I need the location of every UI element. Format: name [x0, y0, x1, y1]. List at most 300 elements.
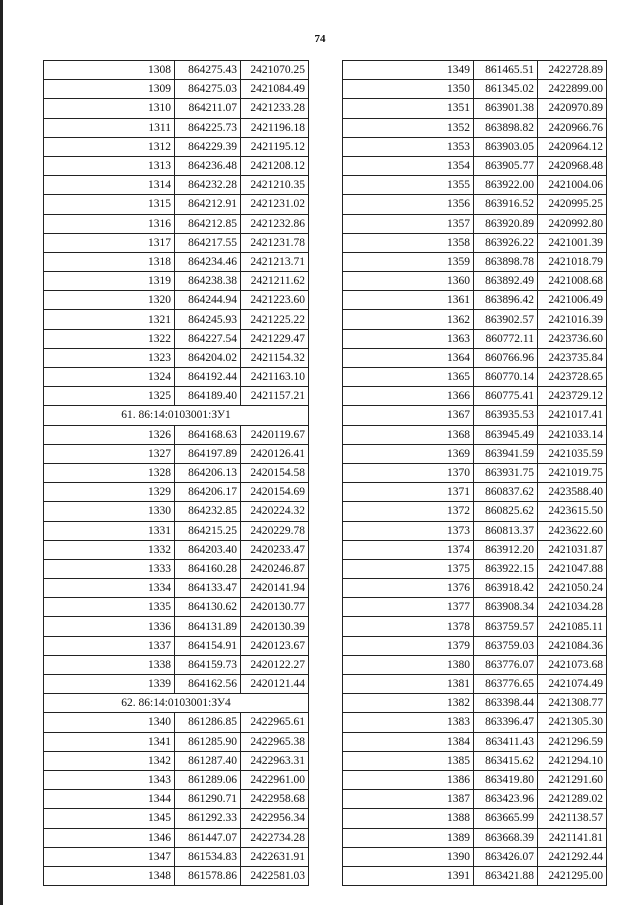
y-coordinate-cell: 2421229.47 — [241, 329, 309, 348]
y-coordinate-cell: 2420123.67 — [241, 636, 309, 655]
point-number-cell: 1337 — [44, 636, 175, 655]
x-coordinate-cell: 864154.91 — [175, 636, 241, 655]
x-coordinate-cell: 864275.43 — [175, 61, 241, 80]
point-number-cell: 1345 — [44, 809, 175, 828]
table-row — [44, 713, 309, 732]
table-row — [44, 866, 309, 885]
x-coordinate-cell: 861289.06 — [175, 770, 241, 789]
point-number-cell: 1388 — [343, 809, 474, 828]
y-coordinate-cell: 2421033.14 — [538, 425, 607, 444]
point-number-cell: 1373 — [343, 521, 474, 540]
x-coordinate-cell: 864225.73 — [175, 118, 241, 137]
x-coordinate-cell: 864234.46 — [175, 252, 241, 271]
table-row — [44, 636, 309, 655]
table-row — [44, 272, 309, 291]
table-row — [343, 348, 607, 367]
point-number-cell: 1346 — [44, 828, 175, 847]
point-number-cell: 1330 — [44, 502, 175, 521]
x-coordinate-cell: 863415.62 — [474, 751, 538, 770]
table-row — [44, 99, 309, 118]
table-row — [343, 483, 607, 502]
x-coordinate-cell: 863922.00 — [474, 176, 538, 195]
point-number-cell: 1343 — [44, 770, 175, 789]
table-row — [343, 809, 607, 828]
y-coordinate-cell: 2423615.50 — [538, 502, 607, 521]
table-row — [44, 483, 309, 502]
point-number-cell: 1335 — [44, 598, 175, 617]
table-row — [44, 80, 309, 99]
point-number-cell: 1369 — [343, 444, 474, 463]
y-coordinate-cell: 2421034.28 — [538, 598, 607, 617]
table-row — [44, 751, 309, 770]
table-row — [44, 425, 309, 444]
point-number-cell: 1316 — [44, 214, 175, 233]
x-coordinate-cell: 861286.85 — [175, 713, 241, 732]
x-coordinate-cell: 861292.33 — [175, 809, 241, 828]
x-coordinate-cell: 863935.53 — [474, 406, 538, 425]
table-row — [44, 521, 309, 540]
point-number-cell: 1308 — [44, 61, 175, 80]
x-coordinate-cell: 863776.65 — [474, 675, 538, 694]
y-coordinate-cell: 2421019.75 — [538, 463, 607, 482]
table-row — [44, 137, 309, 156]
coordinates-table-right — [342, 60, 607, 886]
y-coordinate-cell: 2422728.89 — [538, 61, 607, 80]
point-number-cell: 1331 — [44, 521, 175, 540]
x-coordinate-cell: 861345.02 — [474, 80, 538, 99]
y-coordinate-cell: 2421084.49 — [241, 80, 309, 99]
table-row — [343, 463, 607, 482]
y-coordinate-cell: 2421308.77 — [538, 694, 607, 713]
table-row — [343, 176, 607, 195]
section-label: 62. 86:14:0103001:ЗУ4 — [44, 694, 309, 713]
point-number-cell: 1380 — [343, 655, 474, 674]
y-coordinate-cell: 2421295.00 — [538, 866, 607, 885]
y-coordinate-cell: 2421196.18 — [241, 118, 309, 137]
y-coordinate-cell: 2421195.12 — [241, 137, 309, 156]
y-coordinate-cell: 2420126.41 — [241, 444, 309, 463]
x-coordinate-cell: 864238.38 — [175, 272, 241, 291]
y-coordinate-cell: 2420154.58 — [241, 463, 309, 482]
table-row — [44, 675, 309, 694]
table-row — [44, 329, 309, 348]
y-coordinate-cell: 2423736.60 — [538, 329, 607, 348]
point-number-cell: 1370 — [343, 463, 474, 482]
point-number-cell: 1386 — [343, 770, 474, 789]
point-number-cell: 1340 — [44, 713, 175, 732]
y-coordinate-cell: 2421208.12 — [241, 156, 309, 175]
y-coordinate-cell: 2420246.87 — [241, 559, 309, 578]
y-coordinate-cell: 2421211.62 — [241, 272, 309, 291]
table-row — [44, 233, 309, 252]
x-coordinate-cell: 864227.54 — [175, 329, 241, 348]
table-row — [343, 675, 607, 694]
page-number: 74 — [314, 33, 326, 45]
x-coordinate-cell: 863902.57 — [474, 310, 538, 329]
y-coordinate-cell: 2420224.32 — [241, 502, 309, 521]
table-row — [44, 828, 309, 847]
x-coordinate-cell: 864245.93 — [175, 310, 241, 329]
table-row — [343, 329, 607, 348]
table-row — [44, 118, 309, 137]
y-coordinate-cell: 2420968.48 — [538, 156, 607, 175]
y-coordinate-cell: 2421296.59 — [538, 732, 607, 751]
y-coordinate-cell: 2421084.36 — [538, 636, 607, 655]
y-coordinate-cell: 2421006.49 — [538, 291, 607, 310]
y-coordinate-cell: 2421225.22 — [241, 310, 309, 329]
point-number-cell: 1320 — [44, 291, 175, 310]
point-number-cell: 1315 — [44, 195, 175, 214]
table-row — [343, 272, 607, 291]
table-row — [343, 444, 607, 463]
y-coordinate-cell: 2422961.00 — [241, 770, 309, 789]
x-coordinate-cell: 863419.80 — [474, 770, 538, 789]
x-coordinate-cell: 864217.55 — [175, 233, 241, 252]
x-coordinate-cell: 864192.44 — [175, 368, 241, 387]
point-number-cell: 1326 — [44, 425, 175, 444]
y-coordinate-cell: 2421017.41 — [538, 406, 607, 425]
y-coordinate-cell: 2423588.40 — [538, 483, 607, 502]
section-label: 61. 86:14:0103001:ЗУ1 — [44, 406, 309, 425]
point-number-cell: 1364 — [343, 348, 474, 367]
table-row — [343, 137, 607, 156]
point-number-cell: 1339 — [44, 675, 175, 694]
section-header-row — [44, 694, 309, 713]
x-coordinate-cell: 863896.42 — [474, 291, 538, 310]
x-coordinate-cell: 863920.89 — [474, 214, 538, 233]
table-row — [343, 559, 607, 578]
y-coordinate-cell: 2421163.10 — [241, 368, 309, 387]
x-coordinate-cell: 863411.43 — [474, 732, 538, 751]
table-row — [343, 387, 607, 406]
y-coordinate-cell: 2420995.25 — [538, 195, 607, 214]
table-row — [343, 195, 607, 214]
x-coordinate-cell: 863922.15 — [474, 559, 538, 578]
table-row — [44, 559, 309, 578]
y-coordinate-cell: 2421085.11 — [538, 617, 607, 636]
x-coordinate-cell: 863941.59 — [474, 444, 538, 463]
x-coordinate-cell: 863898.78 — [474, 252, 538, 271]
table-row — [44, 770, 309, 789]
y-coordinate-cell: 2420154.69 — [241, 483, 309, 502]
x-coordinate-cell: 860772.11 — [474, 329, 538, 348]
x-coordinate-cell: 863396.47 — [474, 713, 538, 732]
y-coordinate-cell: 2421231.02 — [241, 195, 309, 214]
x-coordinate-cell: 863759.03 — [474, 636, 538, 655]
y-coordinate-cell: 2421008.68 — [538, 272, 607, 291]
table-row — [44, 387, 309, 406]
y-coordinate-cell: 2421154.32 — [241, 348, 309, 367]
x-coordinate-cell: 864189.40 — [175, 387, 241, 406]
point-number-cell: 1318 — [44, 252, 175, 271]
y-coordinate-cell: 2421233.28 — [241, 99, 309, 118]
table-row — [44, 579, 309, 598]
point-number-cell: 1355 — [343, 176, 474, 195]
y-coordinate-cell: 2421070.25 — [241, 61, 309, 80]
y-coordinate-cell: 2422965.61 — [241, 713, 309, 732]
x-coordinate-cell: 863898.82 — [474, 118, 538, 137]
x-coordinate-cell: 864160.28 — [175, 559, 241, 578]
x-coordinate-cell: 864206.13 — [175, 463, 241, 482]
x-coordinate-cell: 861578.86 — [175, 866, 241, 885]
y-coordinate-cell: 2420122.27 — [241, 655, 309, 674]
x-coordinate-cell: 863892.49 — [474, 272, 538, 291]
table-row — [44, 252, 309, 271]
point-number-cell: 1356 — [343, 195, 474, 214]
table-row — [44, 847, 309, 866]
y-coordinate-cell: 2422956.34 — [241, 809, 309, 828]
y-coordinate-cell: 2422631.91 — [241, 847, 309, 866]
x-coordinate-cell: 860837.62 — [474, 483, 538, 502]
point-number-cell: 1348 — [44, 866, 175, 885]
x-coordinate-cell: 863918.42 — [474, 579, 538, 598]
point-number-cell: 1371 — [343, 483, 474, 502]
x-coordinate-cell: 863945.49 — [474, 425, 538, 444]
x-coordinate-cell: 864215.25 — [175, 521, 241, 540]
table-row — [343, 521, 607, 540]
y-coordinate-cell: 2420970.89 — [538, 99, 607, 118]
point-number-cell: 1328 — [44, 463, 175, 482]
x-coordinate-cell: 860766.96 — [474, 348, 538, 367]
point-number-cell: 1360 — [343, 272, 474, 291]
x-coordinate-cell: 864232.85 — [175, 502, 241, 521]
point-number-cell: 1351 — [343, 99, 474, 118]
y-coordinate-cell: 2420141.94 — [241, 579, 309, 598]
y-coordinate-cell: 2421035.59 — [538, 444, 607, 463]
y-coordinate-cell: 2420966.76 — [538, 118, 607, 137]
x-coordinate-cell: 864206.17 — [175, 483, 241, 502]
x-coordinate-cell: 864204.02 — [175, 348, 241, 367]
table-row — [343, 368, 607, 387]
point-number-cell: 1317 — [44, 233, 175, 252]
point-number-cell: 1324 — [44, 368, 175, 387]
x-coordinate-cell: 864212.91 — [175, 195, 241, 214]
y-coordinate-cell: 2421292.44 — [538, 847, 607, 866]
y-coordinate-cell: 2421031.87 — [538, 540, 607, 559]
table-row — [343, 214, 607, 233]
table-row — [44, 214, 309, 233]
point-number-cell: 1379 — [343, 636, 474, 655]
y-coordinate-cell: 2421004.06 — [538, 176, 607, 195]
point-number-cell: 1383 — [343, 713, 474, 732]
table-row — [343, 502, 607, 521]
x-coordinate-cell: 863776.07 — [474, 655, 538, 674]
y-coordinate-cell: 2420992.80 — [538, 214, 607, 233]
table-row — [44, 598, 309, 617]
y-coordinate-cell: 2423735.84 — [538, 348, 607, 367]
x-coordinate-cell: 863908.34 — [474, 598, 538, 617]
x-coordinate-cell: 863901.38 — [474, 99, 538, 118]
point-number-cell: 1344 — [44, 790, 175, 809]
table-row — [44, 463, 309, 482]
x-coordinate-cell: 864275.03 — [175, 80, 241, 99]
y-coordinate-cell: 2421141.81 — [538, 828, 607, 847]
table-row — [44, 809, 309, 828]
point-number-cell: 1361 — [343, 291, 474, 310]
point-number-cell: 1349 — [343, 61, 474, 80]
point-number-cell: 1382 — [343, 694, 474, 713]
y-coordinate-cell: 2422958.68 — [241, 790, 309, 809]
table-row — [343, 406, 607, 425]
table-row — [343, 732, 607, 751]
y-coordinate-cell: 2422734.28 — [241, 828, 309, 847]
y-coordinate-cell: 2421138.57 — [538, 809, 607, 828]
x-coordinate-cell: 864229.39 — [175, 137, 241, 156]
point-number-cell: 1378 — [343, 617, 474, 636]
y-coordinate-cell: 2421050.24 — [538, 579, 607, 598]
point-number-cell: 1332 — [44, 540, 175, 559]
point-number-cell: 1322 — [44, 329, 175, 348]
point-number-cell: 1333 — [44, 559, 175, 578]
x-coordinate-cell: 860775.41 — [474, 387, 538, 406]
x-coordinate-cell: 861285.90 — [175, 732, 241, 751]
point-number-cell: 1313 — [44, 156, 175, 175]
point-number-cell: 1350 — [343, 80, 474, 99]
table-row — [44, 310, 309, 329]
x-coordinate-cell: 863912.20 — [474, 540, 538, 559]
point-number-cell: 1391 — [343, 866, 474, 885]
y-coordinate-cell: 2421047.88 — [538, 559, 607, 578]
y-coordinate-cell: 2421291.60 — [538, 770, 607, 789]
y-coordinate-cell: 2420130.39 — [241, 617, 309, 636]
point-number-cell: 1358 — [343, 233, 474, 252]
table-row — [343, 790, 607, 809]
point-number-cell: 1385 — [343, 751, 474, 770]
y-coordinate-cell: 2421213.71 — [241, 252, 309, 271]
point-number-cell: 1325 — [44, 387, 175, 406]
x-coordinate-cell: 864131.89 — [175, 617, 241, 636]
x-coordinate-cell: 863905.77 — [474, 156, 538, 175]
y-coordinate-cell: 2421232.86 — [241, 214, 309, 233]
table-row — [44, 195, 309, 214]
y-coordinate-cell: 2421157.21 — [241, 387, 309, 406]
x-coordinate-cell: 864232.28 — [175, 176, 241, 195]
x-coordinate-cell: 861290.71 — [175, 790, 241, 809]
x-coordinate-cell: 863668.39 — [474, 828, 538, 847]
table-row — [343, 828, 607, 847]
x-coordinate-cell: 860770.14 — [474, 368, 538, 387]
table-row — [343, 751, 607, 770]
x-coordinate-cell: 863398.44 — [474, 694, 538, 713]
x-coordinate-cell: 864130.62 — [175, 598, 241, 617]
point-number-cell: 1310 — [44, 99, 175, 118]
x-coordinate-cell: 864203.40 — [175, 540, 241, 559]
y-coordinate-cell: 2421305.30 — [538, 713, 607, 732]
table-row — [44, 156, 309, 175]
y-coordinate-cell: 2422963.31 — [241, 751, 309, 770]
table-row — [343, 636, 607, 655]
point-number-cell: 1319 — [44, 272, 175, 291]
x-coordinate-cell: 864133.47 — [175, 579, 241, 598]
point-number-cell: 1374 — [343, 540, 474, 559]
x-coordinate-cell: 864211.07 — [175, 99, 241, 118]
table-row — [44, 291, 309, 310]
point-number-cell: 1367 — [343, 406, 474, 425]
x-coordinate-cell: 863931.75 — [474, 463, 538, 482]
table-row — [44, 368, 309, 387]
point-number-cell: 1372 — [343, 502, 474, 521]
point-number-cell: 1314 — [44, 176, 175, 195]
x-coordinate-cell: 861447.07 — [175, 828, 241, 847]
y-coordinate-cell: 2421210.35 — [241, 176, 309, 195]
table-row — [44, 444, 309, 463]
y-coordinate-cell: 2421231.78 — [241, 233, 309, 252]
y-coordinate-cell: 2421018.79 — [538, 252, 607, 271]
table-row — [44, 540, 309, 559]
table-row — [44, 655, 309, 674]
y-coordinate-cell: 2420229.78 — [241, 521, 309, 540]
point-number-cell: 1376 — [343, 579, 474, 598]
y-coordinate-cell: 2421073.68 — [538, 655, 607, 674]
point-number-cell: 1342 — [44, 751, 175, 770]
x-coordinate-cell: 864197.89 — [175, 444, 241, 463]
y-coordinate-cell: 2421016.39 — [538, 310, 607, 329]
point-number-cell: 1387 — [343, 790, 474, 809]
point-number-cell: 1390 — [343, 847, 474, 866]
table-row — [44, 617, 309, 636]
x-coordinate-cell: 863426.07 — [474, 847, 538, 866]
point-number-cell: 1338 — [44, 655, 175, 674]
x-coordinate-cell: 861287.40 — [175, 751, 241, 770]
point-number-cell: 1329 — [44, 483, 175, 502]
point-number-cell: 1353 — [343, 137, 474, 156]
y-coordinate-cell: 2421289.02 — [538, 790, 607, 809]
point-number-cell: 1309 — [44, 80, 175, 99]
x-coordinate-cell: 863903.05 — [474, 137, 538, 156]
table-row — [44, 790, 309, 809]
y-coordinate-cell: 2421223.60 — [241, 291, 309, 310]
y-coordinate-cell: 2422965.38 — [241, 732, 309, 751]
table-row — [44, 348, 309, 367]
y-coordinate-cell: 2421074.49 — [538, 675, 607, 694]
table-row — [343, 425, 607, 444]
point-number-cell: 1323 — [44, 348, 175, 367]
table-row — [343, 252, 607, 271]
x-coordinate-cell: 863423.96 — [474, 790, 538, 809]
point-number-cell: 1321 — [44, 310, 175, 329]
coordinates-table-left — [43, 60, 309, 886]
x-coordinate-cell: 861465.51 — [474, 61, 538, 80]
point-number-cell: 1363 — [343, 329, 474, 348]
point-number-cell: 1312 — [44, 137, 175, 156]
table-row — [44, 61, 309, 80]
point-number-cell: 1334 — [44, 579, 175, 598]
table-row — [44, 176, 309, 195]
point-number-cell: 1354 — [343, 156, 474, 175]
table-row — [343, 694, 607, 713]
point-number-cell: 1311 — [44, 118, 175, 137]
y-coordinate-cell: 2423622.60 — [538, 521, 607, 540]
point-number-cell: 1362 — [343, 310, 474, 329]
y-coordinate-cell: 2420121.44 — [241, 675, 309, 694]
x-coordinate-cell: 864236.48 — [175, 156, 241, 175]
x-coordinate-cell: 863926.22 — [474, 233, 538, 252]
table-row — [343, 579, 607, 598]
table-row — [343, 598, 607, 617]
table-row — [343, 847, 607, 866]
point-number-cell: 1384 — [343, 732, 474, 751]
table-row — [343, 99, 607, 118]
y-coordinate-cell: 2420119.67 — [241, 425, 309, 444]
x-coordinate-cell: 863421.88 — [474, 866, 538, 885]
table-row — [343, 310, 607, 329]
table-row — [343, 61, 607, 80]
y-coordinate-cell: 2420964.12 — [538, 137, 607, 156]
table-row — [343, 80, 607, 99]
point-number-cell: 1375 — [343, 559, 474, 578]
table-row — [343, 118, 607, 137]
point-number-cell: 1336 — [44, 617, 175, 636]
